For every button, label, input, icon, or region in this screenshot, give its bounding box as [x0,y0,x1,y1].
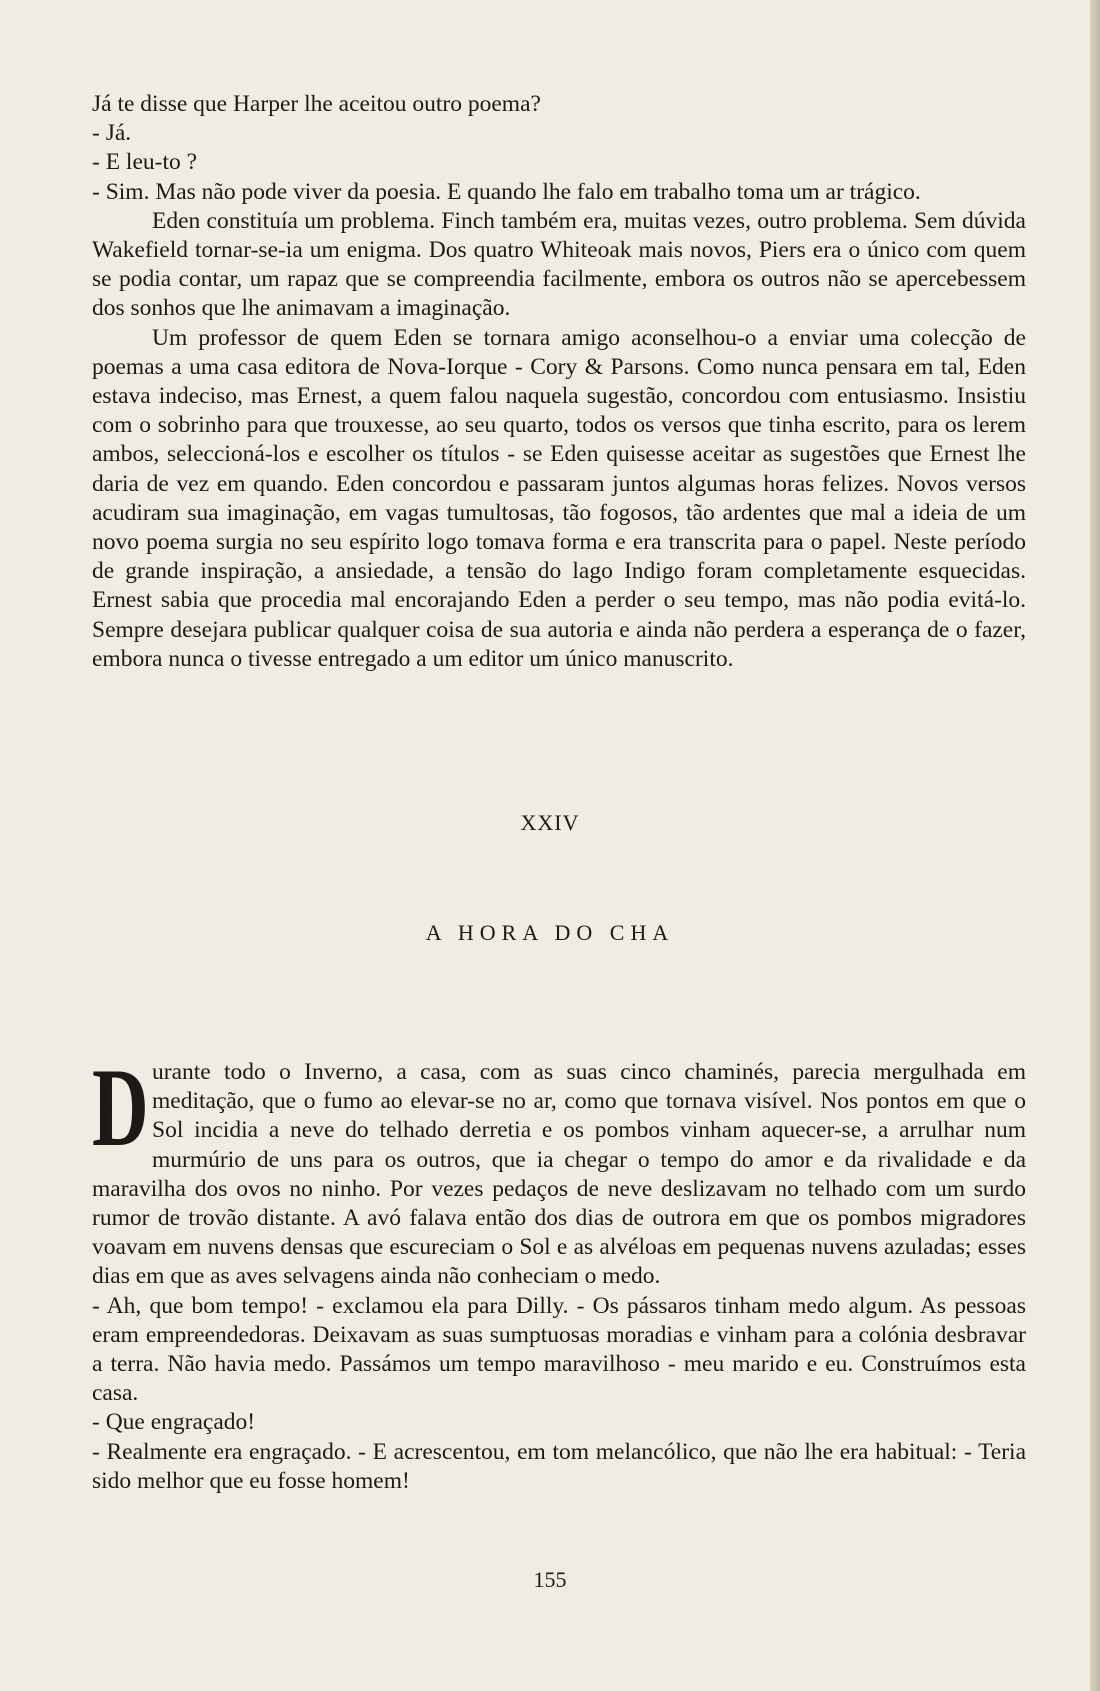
chapter-number: XXIV [520,810,580,835]
paragraph: - Realmente era engraçado. - E acrescentou, em tom melancólico, que não lhe era habitual: - Teria sido melhor que eu fosse homem! [92,1438,1026,1494]
paragraph [92,1046,1026,1292]
paragraph: - Já. [92,120,132,147]
paragraph: Um professor de quem Eden se tornara amigo aconselhou-o a enviar uma colecção de poemas a uma casa editora de Nova-Iorque - Cory & Parsons. Como nunca pensara em tal, Eden estava indeciso, mas Ernest, a quem falou naquela sugestão, concordou com entusiasmo. Insistiu com o sobrinho para que trouxesse, ao seu quarto, todos os versos que tinha escrito, para os lerem ambos, seleccioná-los e escolher os títulos - se Eden quisesse aceitar as sugestões que Ernest lhe daria de vez em quando. Eden concordou e passaram juntos algumas horas felizes. Novos versos acudiram sua imaginação, em vagas tumultosas, tão fogosos, tão ardentes que mal a ideia de um novo poema surgia no seu espírito logo tomava forma e era transcrita para o papel. Neste período de grande inspiração, a ansiedade, a tensão do lago Indigo foram completamente esquecidas. Ernest sabia que procedia mal encorajando Eden a perder o seu tempo, mas não podia evitá-lo. Sempre desejara publicar qualquer coisa de sua autoria e ainda não perdera a esperança de o fazer, embora nunca o tivesse entregado a um editor um único manuscrito. [92,324,1026,672]
paragraph: - Sim. Mas não pode viver da poesia. E quando lhe falo em trabalho toma um ar trágico. [92,178,921,205]
paragraph: Já te disse que Harper lhe aceitou outro poema? [92,91,541,117]
chapter-title: A HORA DO CHA [425,920,675,945]
page-edge [1090,0,1100,1691]
paragraph: - Que engraçado! [92,1409,256,1436]
paragraph-text: urante todo o Inverno, a casa, com as suas cinco chaminés, parecia mergulhada em meditação, que o fumo ao elevar-se no ar, como que tornava visível. Nos pontos em que o Sol incidia a neve do telhado derretia e os pombos vinham aquecer-se, a arrulhar num murmúrio de uns para os outros, que ia chegar o tempo do amor e da rivalidade e da maravilha dos ovos no ninho. Por vezes pedaços de neve deslizavam no telhado com um surdo rumor de trovão distante. A avó falava então dos dias de outrora em que os pombos migradores voavam em nuvens densas que escureciam o Sol e as alvéloas em pequenas nuvens azuladas; esses dias em que as aves selvagens ainda não conheciam o medo. [92,1059,1026,1290]
text-block-top [92,90,1026,674]
page-number: 155 [533,1567,567,1592]
paragraph: - Ah, que bom tempo! - exclamou ela para Dilly. - Os pássaros tinham medo algum. As pessoas eram empreendedoras. Deixavam as suas sumptuosas moradias e vinham para a colónia desbravar a terra. Não havia medo. Passámos um tempo maravilhoso - meu marido e eu. Construímos esta casa. [92,1292,1026,1407]
drop-cap: D [92,1046,149,1170]
text-block-bottom [92,1046,1026,1496]
paragraph: - E leu-to ? [92,149,198,176]
paragraph: Eden constituía um problema. Finch também era, muitas vezes, outro problema. Sem dúvida Wakefield tornar-se-ia um enigma. Dos quatro Whiteoak mais novos, Piers era o único com quem se podia contar, um rapaz que se compreendia facilmente, embora os outros não se apercebessem dos sonhos que lhe animavam a imaginação. [92,207,1026,322]
